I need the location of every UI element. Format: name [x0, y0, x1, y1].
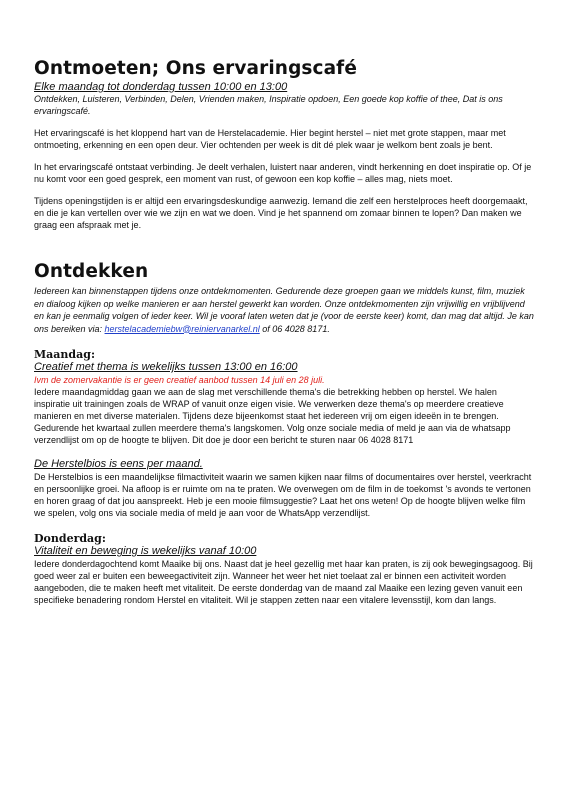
- day-heading-thursday: Donderdag:: [34, 532, 106, 545]
- day-heading-monday: Maandag:: [34, 348, 95, 361]
- section-title-ontdekken: Ontdekken: [34, 261, 149, 282]
- summer-notice: Ivm de zomervakantie is er geen creatief aanbod tussen 14 juli en 28 juli.: [34, 375, 325, 385]
- creative-heading: Creatief met thema is wekelijks tussen 13:00 en 16:00: [34, 361, 298, 373]
- bios-heading: De Herstelbios is eens per maand.: [34, 458, 203, 470]
- vitality-paragraph: Iedere donderdagochtend komt Maaike bij ons. Naast dat je heel gezellig met haar kan praten, is zij ook bewegingsagoog. Bij goed weer zal er buiten een beweegactiviteit zijn. Wanneer het weer het niet toelaat zal er binnen een activiteit worden aangeboden, die te maken heeft met vitaliteit. De eerste donderdag van de maand zal Maaike een lezing geven vanuit een specifieke benadering rondom Herstel en vitaliteit. Wil je stappen zetten naar een vitalere levensstijl, kom dan langs.: [34, 559, 533, 605]
- paragraph-cafe-2: In het ervaringscafé ontstaat verbinding. Je deelt verhalen, luistert naar anderen, vindt herkenning en doet inspiratie op. Of je nu komt voor een goed gesprek, een moment van rust, of gewoon een kop koffie – alles mag, niets moet.: [34, 162, 532, 184]
- bios-paragraph: De Herstelbios is een maandelijkse filmactiviteit waarin we samen kijken naar films of documentaires over herstel, veerkracht en persoonlijke groei. Na afloop is er ruimte om na te praten. We overwegen om de film in de toekomst 's avonds te vertonen en horen graag of dat jou aanspreekt. Heb je een mooie filmsuggestie? Laat het ons weten! Op de hoogte blijven welke film we spelen, volg ons via sociale media of meld je aan voor de WhatsApp verzendlijst.: [34, 472, 532, 518]
- email-link[interactable]: herstelacademiebw@reiniervanarkel.nl: [104, 323, 260, 334]
- creative-paragraph: Iedere maandagmiddag gaan we aan de slag met verschillende thema's die betrekking hebben op herstel. We halen inspiratie uit trainingen zoals de WRAP of vanuit onze eigen visie. We verwerken deze thema's op meerdere creatieve manieren en met diverse materialen. Tijdens deze bijeenkomst staat het iedereen vrij om eigen ideeën in te brengen. Gedurende het kwartaal zullen meerdere thema's langskomen. Volg onze sociale media of meld je aan via de whatsapp verzendlijst om op de hoogte te blijven. Dit doe je door een bericht te sturen naar 06 4028 8171: [34, 387, 511, 445]
- paragraph-cafe-3: Tijdens openingstijden is er altijd een ervaringsdeskundige aanwezig. Iemand die zelf een herstelproces heeft doorgemaakt, en die je kan vertellen over wie we zijn en wat we doen. Vind je het spannend om zomaar binnen te lopen? Dan maken we graag een afspraak met je.: [34, 196, 528, 230]
- schedule-subtitle: Elke maandag tot donderdag tussen 10:00 en 13:00: [34, 81, 288, 93]
- ontdekken-intro: Iedereen kan binnenstappen tijdens onze ontdekmomenten. Gedurende deze groepen gaan we middels kunst, film, muziek en dialoog kijken op welke manieren er aan herstel gewerkt kan worden. Onze ontdekmomenten zijn vrijwillig en vrijblijvend en kan je eenmalig volgen of ieder keer. Wil je vooraf laten weten dat je (voor de eerste keer) komt, dan mag dat altijd. Je kan ons bereiken via: herstelacademiebw@reiniervanarkel.nl of 06 4028 8171.: [34, 286, 534, 334]
- paragraph-cafe-1: Het ervaringscafé is het kloppend hart van de Herstelacademie. Hier begint herstel – niet met grote stappen, maar met ontmoeting, erkenning en een open deur. Vier ochtenden per week is dit dé plek waar je welkom bent zoals je bent.: [34, 128, 506, 150]
- vitality-heading: Vitaliteit en beweging is wekelijks vanaf 10:00: [34, 545, 257, 557]
- keywords-line: Ontdekken, Luisteren, Verbinden, Delen, Vrienden maken, Inspiratie opdoen, Een goede kop koffie of thee, Dat is ons ervaringscafé.: [34, 94, 503, 116]
- section-title-ontmoeten: Ontmoeten; Ons ervaringscafé: [34, 58, 357, 79]
